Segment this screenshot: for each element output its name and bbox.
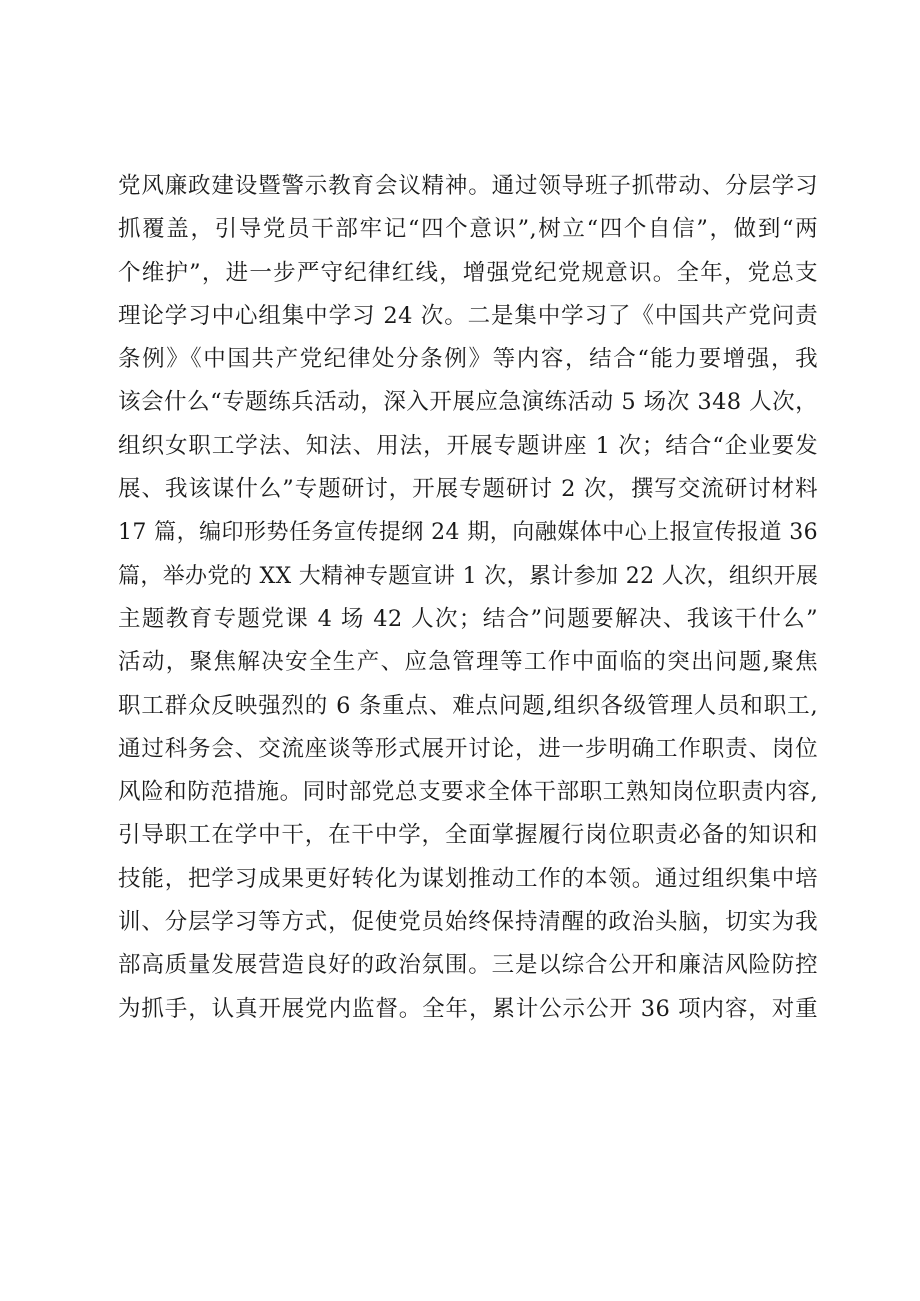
text-line: 引导职工在学中干，在干中学，全面掌握履行岗位职责必备的知识和: [118, 822, 818, 849]
text-line: 训、分层学习等方式，促使党员始终保持清醒的政治头脑，切实为我: [118, 909, 818, 936]
text-line: 17 篇，编印形势任务宣传提纲 24 期，向融媒体中心上报宣传报道 36: [118, 520, 818, 546]
text-line: 该会什么“专题练兵活动，深入开展应急演练活动 5 场次 348 人次，: [118, 389, 818, 416]
body-paragraph: [118, 165, 818, 1031]
text-line: 部高质量发展营造良好的政治氛围。三是以综合公开和廉洁风险防控: [118, 952, 818, 979]
text-line: 为抓手，认真开展党内监督。全年，累计公示公开 36 项内容，对重: [118, 995, 818, 1022]
text-line: 抓覆盖，引导党员干部牢记“四个意识”,树立“四个自信”，做到“两: [118, 216, 818, 243]
text-line: 组织女职工学法、知法、用法，开展专题讲座 1 次；结合“企业要发: [118, 432, 818, 459]
text-line: 党风廉政建设暨警示教育会议精神。通过领导班子抓带动、分层学习: [118, 173, 818, 199]
text-line: 主题教育专题党课 4 场 42 人次；结合”问题要解决、我该干什么”: [118, 605, 818, 632]
text-line: 风险和防范措施。同时部党总支要求全体干部职工熟知岗位职责内容,: [118, 779, 818, 806]
text-line: 展、我该谋什么”专题研讨，开展专题研讨 2 次，撰写交流研讨材料: [118, 476, 818, 503]
text-line: 理论学习中心组集中学习 24 次。二是集中学习了《中国共产党问责: [118, 302, 818, 329]
text-line: 个维护”，进一步严守纪律红线，增强党纪党规意识。全年，党总支: [118, 259, 818, 286]
text-line: 技能，把学习成果更好转化为谋划推动工作的本领。通过组织集中培: [118, 865, 818, 892]
text-line: 通过科务会、交流座谈等形式展开讨论，进一步明确工作职责、岗位: [118, 735, 818, 762]
text-line: 活动，聚焦解决安全生产、应急管理等工作中面临的突出问题,聚焦: [118, 649, 818, 676]
text-line: 职工群众反映强烈的 6 条重点、难点问题,组织各级管理人员和职工,: [118, 692, 818, 719]
text-line: 篇，举办党的 XX 大精神专题宣讲 1 次，累计参加 22 人次，组织开展: [118, 563, 819, 589]
text-line: 条例》《中国共产党纪律处分条例》等内容，结合“能力要增强，我: [118, 346, 818, 373]
